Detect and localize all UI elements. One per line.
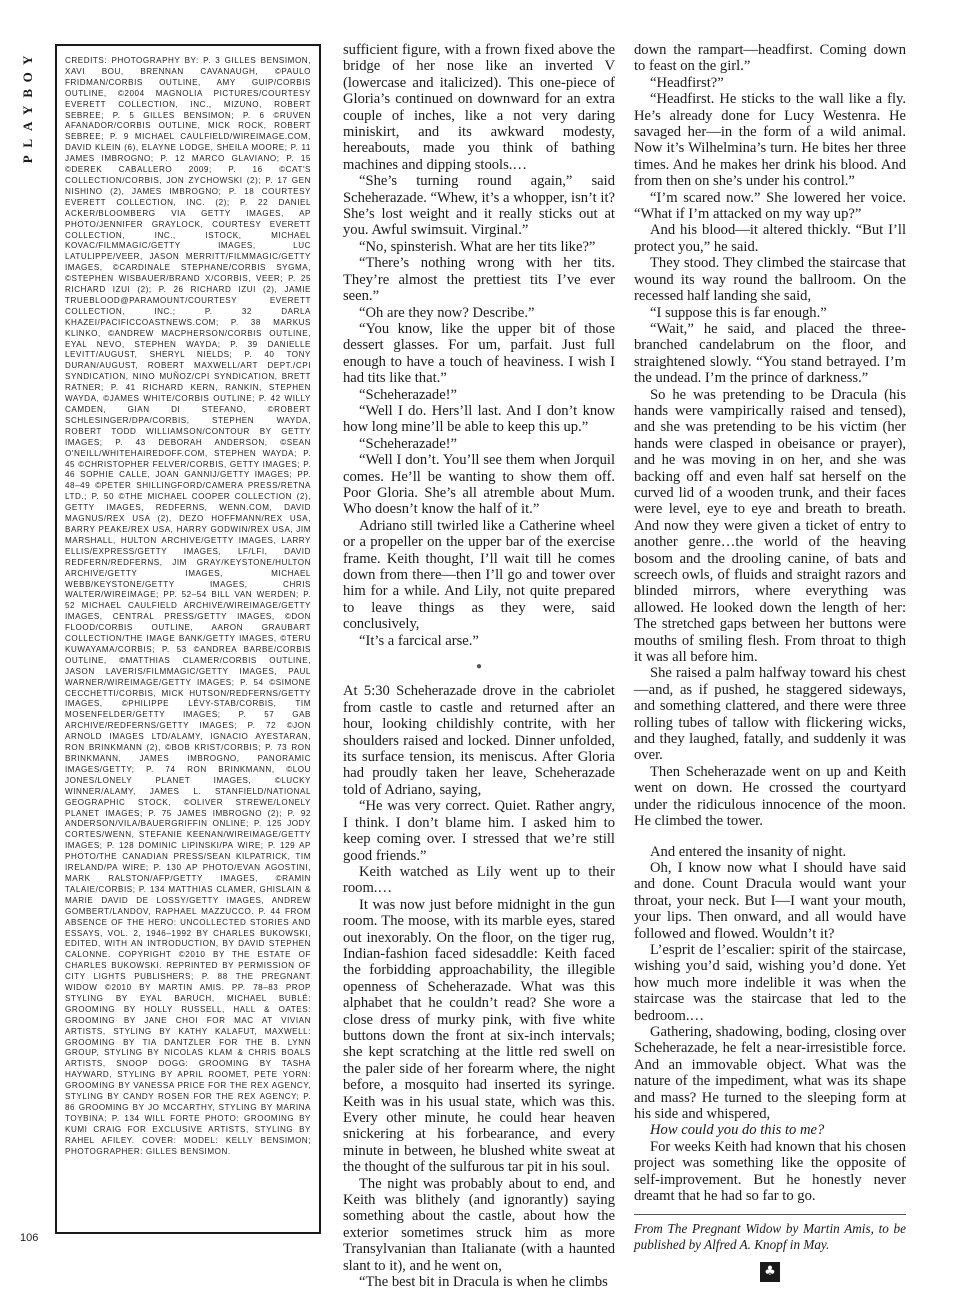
- paragraph: “It’s a farcical arse.”: [359, 632, 479, 649]
- paragraph: And entered the insanity of night.: [650, 843, 847, 860]
- magazine-name-letter: L: [19, 138, 35, 148]
- paragraph: “Headfirst. He sticks to the wall like a fly. He’s already done for Lucy Westenra. He savaged her—in the form of a wild animal. Now it’s Wilhelmina’s turn. He bites her three times. And he makes her drink his blood. And from then on she’s under his control.”: [634, 91, 906, 190]
- credits-box: [55, 44, 321, 1234]
- magazine-name-letter: B: [19, 88, 35, 98]
- paragraph: “The best bit in Dracula is when he climbs: [359, 1274, 608, 1290]
- paragraph: It was now just before midnight in the gun room. The moose, with its marble eyes, stared out inexorably. On the floor, on the tiger rug, Indian-fashion faced sidesaddle: Keith faced the forbidding approachability, the illegible openness of Scheherazade. What was this alphabet that he couldn’t read? She wore a close dress of murky pink, with five white buttons down the front at six-inch intervals; she kept scratching at the little red swell on the paler side of her forearm where, the night before, a mosquito had inserted its syringe. Keith was in his usual state, which was this. Every other minute, he could hear heaven snickering at his forbearance, and every minute in between, he blushed white sweat at the thought of the sulfurous tar pit in his soul.: [343, 896, 615, 1176]
- paragraph: down the rampart—headfirst. Coming down to feast on the girl.”: [634, 42, 906, 75]
- paragraph: “He was very correct. Quiet. Rather angry, I think. I don’t blame him. I asked him to keep coming over. I stressed that we’re still good friends.”: [343, 798, 615, 864]
- paragraph: She raised a palm halfway toward his chest—and, as if pushed, he staggered sideways, and something clattered, and there were three rolling tubes of tallow with flickering wicks, and they laughed, fatally, and suddenly it was over.: [634, 665, 906, 764]
- paragraph: L’esprit de l’escalier: spirit of the staircase, wishing you’d said, wishing you’d done. Yet how much more indelible it was when the staircase was the staircase that led to the bedroom.…: [634, 941, 906, 1024]
- paragraph: Keith watched as Lily went up to their room.…: [343, 863, 615, 897]
- paragraph: “Scheherazade!”: [359, 386, 458, 403]
- paragraph: “She’s turning round again,” said Scheherazade. “Whew, it’s a whopper, isn’t it? She’s lost weight and it really sticks out at you. Awful swimsuit. Virginal.”: [343, 173, 615, 239]
- paragraph: “Headfirst?”: [650, 74, 724, 91]
- magazine-name-letter: Y: [19, 105, 35, 115]
- paragraph: Adriano still twirled like a Catherine wheel or a propeller on the upper bar of the exercise frame. Keith thought, I’ll wait till he comes down from there—then I’ll go and tower over him for a while. And Lily, not quite prepared to leave things as they were, said conclusively,: [343, 517, 615, 633]
- section-break-bullet: ●: [475, 661, 483, 673]
- paragraph: They stood. They climbed the staircase that wound its way round the ballroom. On the recessed half landing she said,: [634, 255, 906, 305]
- paragraph: “There’s nothing wrong with her tits. They’re almost the prettiest tits I’ve ever seen.”: [343, 255, 615, 305]
- paragraph: “Well I do. Hers’ll last. And I don’t know how long mine’ll be able to keep this up.”: [343, 402, 615, 436]
- paragraph: “Wait,” he said, and placed the three-branched candelabrum on the floor, and straightened slowly. “You stand betrayed. I’m the undead. I’m the prince of darkness.”: [634, 320, 906, 387]
- photo-credits: CREDITS: PHOTOGRAPHY BY: P. 3 GILLES BENSIMON, XAVI BOU, BRENNAN CAVANAUGH, ©PAULO FRIDMAN/CORBIS OUTLINE, AMY GUIP/CORBIS OUTLINE, ©2004 MAGNOLIA PICTURES/COURTESY EVERETT COLLECTION, INC., MIZUNO, ROBERT SEBREE; P. 5 GILLES BENSIMON; P. 6 ©RUVEN AFANADOR/CORBIS OUTLINE, MICK ROCK, ROBERT SEBREE; P. 9 MICHAEL CAULFIELD/WIREIMAGE.COM, DAVID KLEIN (6), ELAYNE LODGE, SHEILA MOORE; P. 11 JAMES IMBROGNO; P. 12 MARCO GLAVIANO; P. 15 ©DEREK CABALLERO 2009; P. 16 ©CAT'S COLLECTION/CORBIS, JON ZYCHOWSKI (2); P. 17 GEN NISHINO (2), JAMES IMBROGNO; P. 18 COURTESY EVERETT COLLECTION, INC. (2); P. 22 DANIEL ACKER/BLOOMBERG VIA GETTY IMAGES, AP PHOTO/JENNIFER GRAYLOCK, COURTESY EVERETT COLLECTION, INC., ISTOCK, MICHAEL KOVAC/FILMMAGIC/GETTY IMAGES, LUC LATULIPPE/VEER, JASON MERRITT/FILMMAGIC/GETTY IMAGES, ©CARDINALE STEPHANE/CORBIS SYGMA, ©STEPHEN WISBAUER/BRAND X/CORBIS, VEER; P. 25 RICHARD IZUI (2); P. 26 RICHARD IZUI (2), JAMIE TRUEBLOOD@PARAMOUNT/COURTESY EVERETT COLLECTION, INC.; P. 32 DARLA KHAZEI/PACIFICCOASTNEWS.COM; P. 38 MARKUS KLINKO, ©ANDREW MACPHERSON/CORBIS OUTLINE, EYAL NEVO, STEPHEN WAYDA; P. 39 DANIELLE LEVITT/AUGUST, SHERYL NIELDS; P. 40 TONY DURAN/AUGUST, ROBERT MAXWELL/ART DEPT./CPI SYNDICATION, NINO MUÑOZ/CPI SYNDICATION, BRETT RATNER; P. 41 RICHARD KERN, RANKIN, STEPHEN WAYDA, ©JAMES WHITE/CORBIS OUTLINE; P. 42 WILLY CAMDEN, GIAN DI STEFANO, ©ROBERT SCHLESINGER/DPA/CORBIS, STEPHEN WAYDA, ROBERT TODD WILLIAMSON/CONTOUR BY GETTY IMAGES; P. 43 DEBORAH ANDERSON, ©SEAN O'NEILL/WHITEHAIREDOFF.COM, STEPHEN WAYDA; P. 45 ©CHRISTOPHER FELVER/CORBIS, GETTY IMAGES; P. 46 SOPHIE CALLE, JOAN GANNIJ/GETTY IMAGES; PP. 48–49 ©PETER SHILLINGFORD/CAMERA PRESS/RETNA LTD.; P. 50 ©THE MICHAEL COOPER COLLECTION (2), GETTY IMAGES, REDFERNS, WENN.COM, DAVID MAGNUS/REX USA (2), DEZO HOFFMANN/REX USA, BARRY PEAKE/REX USA, HARRY GODWIN/REX USA, JIM MARSHALL, HULTON ARCHIVE/GETTY IMAGES, LARRY ELLIS/EXPRESS/GETTY IMAGES, LF/LFI, DAVID REDFERN/REDFERNS, JIM GRAY/KEYSTONE/HULTON ARCHIVE/GETTY IMAGES, MICHAEL WEBB/KEYSTONE/GETTY IMAGES, CHRIS WALTER/WIREIMAGE; PP. 52–54 BILL VAN WERDEN; P. 52 MICHAEL CAULFIELD ARCHIVE/WIREIMAGE/GETTY IMAGES, CENTRAL PRESS/GETTY IMAGES, ©DON FLOOD/CORBIS OUTLINE, AARON GRAUBART COLLECTION/THE IMAGE BANK/GETTY IMAGES, ©TERU KUWAYAMA/CORBIS; P. 53 ©ANDREA BARBE/CORBIS OUTLINE, ©MATTHIAS CLAMER/CORBIS OUTLINE, JASON LAVERIS/FILMMAGIC/GETTY IMAGES, PAUL WARNER/WIREIMAGE/GETTY IMAGES; P. 54 ©SIMONE CECCHETTI/CORBIS, MICK HUTSON/REDFERNS/GETTY IMAGES, ©PHILIPPE LÉVY-STAB/CORBIS, TIM MOSENFELDER/GETTY IMAGES; P. 57 GAB ARCHIVE/REDFERNS/GETTY IMAGES; P. 72 ©JON ARNOLD IMAGES LTD/ALAMY, IGNACIO AYESTARAN, RON BRINKMANN (2), ©BOB KRIST/CORBIS; P. 73 RON BRINKMANN, JAMES IMBROGNO, PANORAMIC IMAGES/GETTY; P. 74 RON BRINKMANN, ©LOU JONES/LONELY PLANET IMAGES, ©LUCKY WINNER/ALAMY, JAMES L. STANFIELD/NATIONAL GEOGRAPHIC STOCK, ©OLIVER STREWE/LONELY PLANET IMAGES; P. 75 JAMES IMBROGNO (2); P. 92 ANDERSON/VILA/BAUERGRIFFIN ONLINE; P. 125 JODY CORTES/WENN, STEFANIE KEENAN/WIREIMAGE/GETTY IMAGES; P. 128 DOMINIC LIPINSKI/PA WIRE; P. 129 AP PHOTO/THE CANADIAN PRESS/SEAN KILPATRICK, TIM IRELAND/PA WIRE; P. 130 AP PHOTO/EVAN AGOSTINI, MARK RALSTON/AFP/GETTY IMAGES, ©RAMIN TALAIE/CORBIS; P. 134 MATTHIAS CLAMER, GHISLAIN & MARIE DAVID DE LOSSY/GETTY IMAGES, ANDREW GOMBERT/LANDOV, RAPHAEL MAZZUCCO. P. 44 FROM ABSENCE OF THE HERO: UNCOLLECTED STORIES AND ESSAYS, VOL. 2, 1946–1992 BY CHARLES BUKOWSKI, EDITED, WITH AN INTRODUCTION, BY DAVID STEPHEN CALONNE. COPYRIGHT ©2010 BY THE ESTATE OF CHARLES BUKOWSKI. REPRINTED BY PERMISSION OF CITY LIGHTS PUBLISHERS; P. 88 THE PREGNANT WIDOW ©2010 BY MARTIN AMIS. PP. 78–83 PROP STYLING BY EYAL BARUCH, MICHAEL BUBLÉ: GROOMING BY HOLLY RUSSELL, HALL & OATES: GROOMING BY JANE CHOI FOR MAC AT VIVIAN ARTISTS, STYLING BY KATHY KALAFUT, MAXWELL: GROOMING BY TIA DANTZLER FOR THE B. LYNN GROUP, STYLING BY NICOLAS KLAM & CHRIS BOALS ARTISTS, SNOOP DOGG: GROOMING BY TASHA HAYWARD, STYLING BY APRIL ROOMET, PETE YORN: GROOMING BY VANESSA PRICE FOR THE REX AGENCY, STYLING BY CANDY ROSEN FOR THE REX AGENCY; P. 86 GROOMING BY JO MCCARTHY, STYLING BY MARINA TOYBINA; P. 134 WILL FORTE PHOTO: GROOMING BY KUMI CRAIG FOR EXCLUSIVE ARTISTS, STYLING BY RAHEL AFILEY. COVER: MODEL: KELLY BENSIMON; PHOTOGRAPHER: GILLES BENSIMON.: [65, 56, 311, 1156]
- paragraph: “I’m scared now.” She lowered her voice. “What if I’m attacked on my way up?”: [634, 189, 906, 223]
- magazine-name-letter: O: [19, 71, 35, 82]
- magazine-name-letter: A: [19, 121, 35, 131]
- magazine-name-letter: Y: [19, 55, 35, 65]
- magazine-name-letter: P: [19, 155, 35, 164]
- paragraph: How could you do this to me?: [650, 1122, 825, 1139]
- article-column-1: [343, 42, 615, 1290]
- rabbit-head-logo-icon: ♣: [634, 1262, 906, 1282]
- paragraph: Oh, I know now what I should have said and done. Count Dracula would want your throat, your neck. But I—I want your mouth, your lips. Then onward, and all would have followed and flowed. Wouldn’t it?: [634, 859, 906, 942]
- paragraph: So he was pretending to be Dracula (his hands were vampirically raised and tensed), and she was pretending to be his victim (her hands were clasped in obeisance or prayer), and he was moving in on her, and she was backing off and even half sat herself on the curved lid of a wooden trunk, and their faces were level, eye to eye and breath to breath. And now they were given a ticket of entry to another genre…the world of the heaving bosom and the drooling canine, of bats and screech owls, of fluids and straight razors and blinded mirrors, where everything was allowed. He looked down the length of her: The stretched gaps between her buttons were mouths of smiling flesh. From throat to thigh it was all before him.: [634, 386, 906, 666]
- paragraph: Then Scheherazade went on up and Keith went on down. He crossed the courtyard under the ridiculous innocence of the moon. He climbed the tower.: [634, 763, 906, 830]
- paragraph: “Well I don’t. You’ll see them when Jorquil comes. He’ll be wanting to show them off. Poor Gloria. She’s all atremble about Mum. Who doesn’t know the half of it.”: [343, 452, 615, 518]
- article-column-2: [634, 42, 906, 1282]
- source-note: From The Pregnant Widow by Martin Amis, to be published by Alfred A. Knopf in May.: [634, 1221, 906, 1252]
- paragraph-spacer: [634, 830, 906, 844]
- paragraph: “Oh are they now? Describe.”: [359, 304, 535, 321]
- paragraph: For weeks Keith had known that his chosen project was something like the opposite of self-improvement. But he honestly never dreamt that he had so far to go.: [634, 1138, 906, 1205]
- paragraph: The night was probably about to end, and Keith was blithely (and ignorantly) saying something about the castle, about how the exterior sometimes struck him as more Transylvanian than Italianate (with a haunted slant to it), and he went on,: [343, 1175, 615, 1274]
- paragraph: “Scheherazade!”: [359, 435, 458, 452]
- paragraph: Gathering, shadowing, boding, closing over Scheherazade, he felt a near-irresistible force. And an immovable object. What was the nature of the impediment, what was its shape and mass? He turned to the sleeping form at his side and whispered,: [634, 1023, 906, 1122]
- paragraph: And his blood—it altered thickly. “But I’ll protect you,” he said.: [634, 222, 906, 255]
- paragraph: “You know, like the upper bit of those dessert glasses. For um, parfait. Just full enough to have a touch of heaviness. I wish I had tits like that.”: [343, 320, 615, 387]
- paragraph: “I suppose this is far enough.”: [650, 304, 827, 321]
- paragraph: “No, spinsterish. What are her tits like?”: [359, 238, 596, 255]
- magazine-name: [19, 52, 35, 168]
- page-number: 106: [20, 1232, 39, 1244]
- paragraph: At 5:30 Scheherazade drove in the cabriolet from castle to castle and returned after an hour, looking childishly contrite, with her shoulders raised and locked. Dinner unfolded, its surface tension, its meniscus. After Gloria had proudly taken her leave, Scheherazade told of Adriano, saying,: [343, 683, 615, 798]
- paragraph: sufficient figure, with a frown fixed above the bridge of her nose like an inverted V (lowercase and italicized). This one-piece of Gloria’s continued on downward for an extra couple of inches, like a not very daring miniskirt, and its awkward modesty, hereabouts, made you think of bathing machines and dipping stools.…: [343, 42, 615, 173]
- divider: [634, 1214, 906, 1215]
